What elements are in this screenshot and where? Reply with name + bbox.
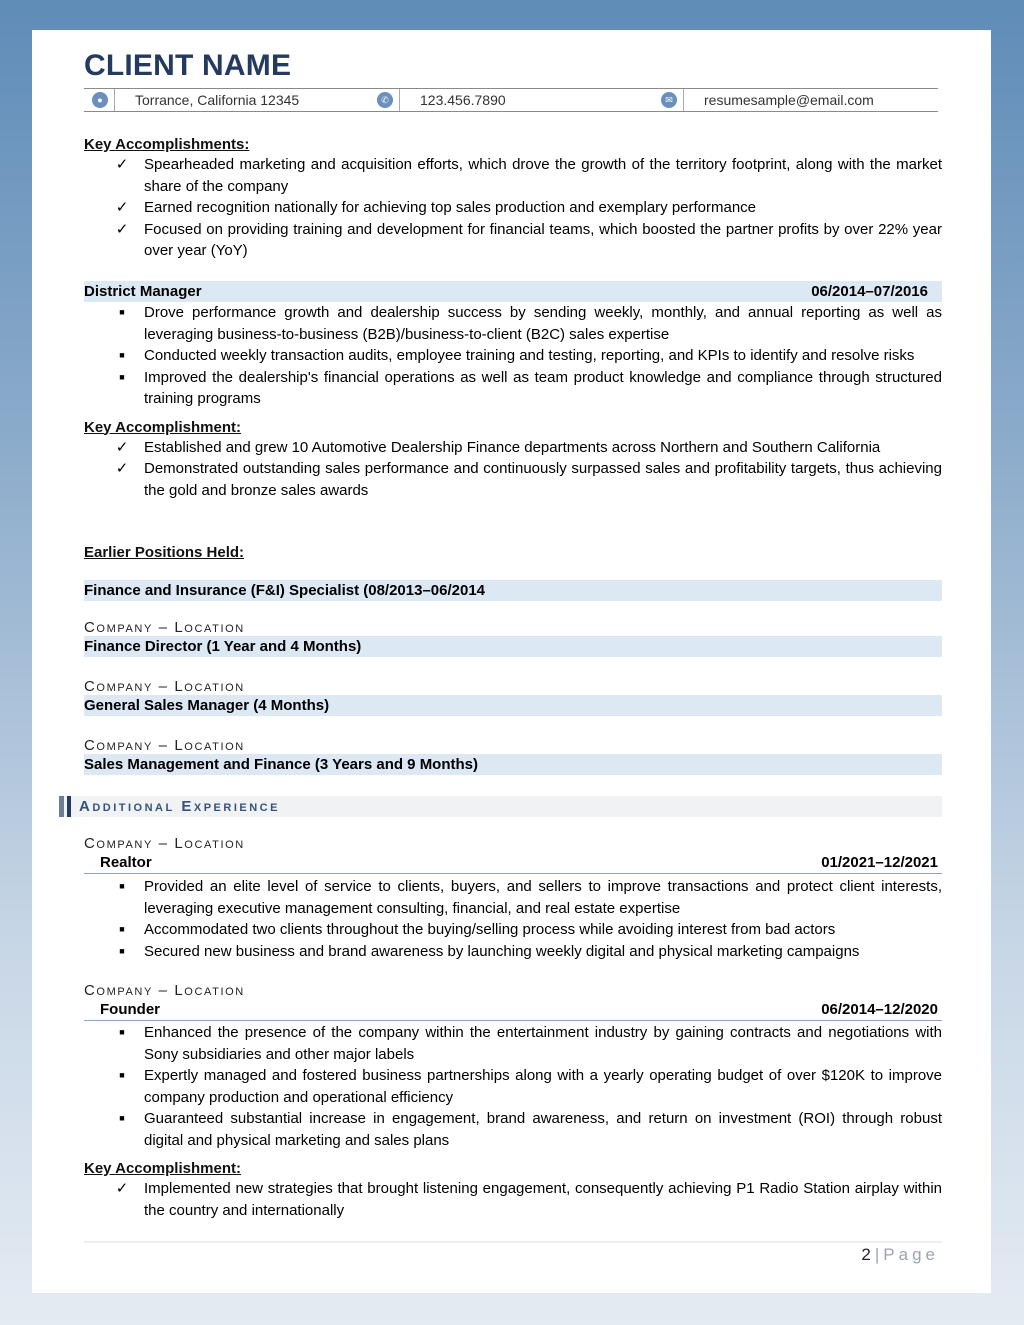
check-icon: ✓ (115, 1180, 129, 1197)
company-location: Company – Location (84, 678, 245, 695)
key-accomplishments-heading: Key Accomplishments: (84, 136, 250, 153)
earlier-position-first (84, 580, 942, 601)
client-name: CLIENT NAME (84, 49, 292, 82)
company-location: Company – Location (84, 982, 245, 999)
bullet-item: ■ Secured new business and brand awareness by launching weekly digital and physical marketing campaigns (84, 941, 942, 963)
company-location: Company – Location (84, 737, 245, 754)
job-title-line (84, 852, 942, 874)
square-bullet-icon: ■ (119, 924, 125, 934)
page-footer (861, 1245, 939, 1265)
key-accomplishment-heading: Key Accomplishment: (84, 418, 241, 436)
accomplishment-item: ✓ Spearheaded marketing and acquisition efforts, which drove the growth of the territory footprint, along with the market share of the company (115, 156, 942, 195)
section-marker-icon (59, 796, 64, 817)
map-pin-icon: ● (92, 92, 108, 108)
earlier-position-item (84, 737, 942, 775)
check-icon: ✓ (115, 438, 129, 456)
bullet-item: ■ Enhanced the presence of the company within the entertainment industry by gaining contracts and negotiations with Sony subsidiaries and other major labels (84, 1022, 942, 1065)
check-icon: ✓ (115, 199, 129, 216)
envelope-icon: ✉ (661, 92, 677, 108)
additional-experience-header (59, 796, 942, 817)
section-title: Additional Experience (79, 798, 280, 815)
email-text: resumesample@email.com (704, 92, 874, 108)
earlier-positions-heading: Earlier Positions Held: (84, 544, 245, 561)
job-title: Founder (100, 1001, 160, 1018)
check-icon: ✓ (115, 460, 129, 477)
job-dates: 06/2014–12/2020 (821, 1001, 938, 1018)
section-marker-icon (67, 796, 71, 817)
contact-location (84, 89, 369, 111)
resume-page (32, 30, 991, 1293)
square-bullet-icon: ■ (119, 307, 125, 317)
job-dates: 06/2014–07/2016 (811, 283, 928, 300)
job-founder (84, 982, 942, 1221)
bullet-item: ■ Expertly managed and fostered business partnerships along with a yearly operating budget of over $120K to improve company production and operational efficiency (84, 1065, 942, 1108)
earlier-position-item (84, 678, 942, 716)
phone-text: 123.456.7890 (420, 92, 506, 108)
bullet-item: ■ Guaranteed substantial increase in engagement, brand awareness, and return on investment (ROI) through robust digital and physical marketing and sales plans (84, 1108, 942, 1151)
bullet-item: ■ Accommodated two clients throughout the buying/selling process while avoiding interest from bad actors (84, 919, 942, 941)
position-band: Finance and Insurance (F&I) Specialist (08/2013–06/2014 (84, 580, 942, 601)
square-bullet-icon: ■ (119, 350, 125, 360)
check-icon: ✓ (115, 156, 129, 173)
key-accomplishment-heading: Key Accomplishment: (84, 1160, 241, 1177)
district-manager-section (84, 281, 942, 501)
job-title-band (84, 281, 942, 302)
accomplishment-item: ✓ Implemented new strategies that brought listening engagement, consequently achieving P1 Radio Station airplay within the country and internationally (115, 1180, 942, 1219)
job-realtor (84, 835, 942, 962)
job-title: District Manager (84, 283, 202, 300)
earlier-position-item (84, 619, 942, 657)
check-icon: ✓ (115, 220, 129, 238)
square-bullet-icon: ■ (119, 1113, 125, 1123)
company-location: Company – Location (84, 835, 245, 852)
phone-icon: ✆ (377, 92, 393, 108)
position-band: Sales Management and Finance (3 Years and 9 Months) (84, 754, 942, 775)
company-location: Company – Location (84, 619, 245, 636)
square-bullet-icon: ■ (119, 881, 125, 891)
contact-email (653, 89, 938, 111)
bullet-item: ■ Drove performance growth and dealership success by sending weekly, monthly, and annual reporting as well as leveraging business-to-business (B2B)/business-to-client (B2C) sales expertise (84, 302, 942, 345)
location-text: Torrance, California 12345 (135, 92, 300, 108)
divider (683, 89, 684, 111)
contact-bar (84, 88, 938, 112)
job-dates: 01/2021–12/2021 (821, 854, 938, 871)
accomplishment-item: ✓ Earned recognition nationally for achieving top sales production and exemplary performance (84, 197, 942, 219)
square-bullet-icon: ■ (119, 1027, 125, 1037)
job-title: Realtor (100, 854, 152, 871)
divider (399, 89, 400, 111)
footer-divider (84, 1241, 942, 1243)
position-band: Finance Director (1 Year and 4 Months) (84, 636, 942, 657)
square-bullet-icon: ■ (119, 371, 125, 382)
square-bullet-icon: ■ (119, 1070, 125, 1080)
bullet-item: ■ Conducted weekly transaction audits, employee training and testing, reporting, and KPIs to identify and resolve risks (84, 345, 942, 367)
accomplishment-item: ✓ Focused on providing training and development for financial teams, which boosted the partner profits by over 22% year over year (YoY) (115, 220, 942, 259)
position-band: General Sales Manager (4 Months) (84, 695, 942, 716)
page-label: Page (883, 1245, 939, 1264)
bullet-item: ■ Improved the dealership's financial operations as well as team product knowledge and compliance through structured training programs (84, 367, 942, 410)
accomplishment-item: ✓ Established and grew 10 Automotive Dealership Finance departments across Northern and Southern California (84, 437, 942, 459)
divider (114, 89, 115, 111)
key-accomplishments-section (84, 136, 942, 262)
bullet-item: ■ Provided an elite level of service to clients, buyers, and sellers to improve transactions and protect client interests, leveraging executive management consulting, financial, and real estate expertise (84, 876, 942, 919)
page-number: 2 (861, 1245, 871, 1264)
job-title-line (84, 999, 942, 1021)
contact-phone (369, 89, 653, 111)
accomplishment-item: ✓ Demonstrated outstanding sales performance and continuously surpassed sales and profitability targets, thus achieving the gold and bronze sales awards (115, 460, 942, 499)
square-bullet-icon: ■ (119, 945, 125, 956)
footer-separator: | (874, 1245, 880, 1264)
